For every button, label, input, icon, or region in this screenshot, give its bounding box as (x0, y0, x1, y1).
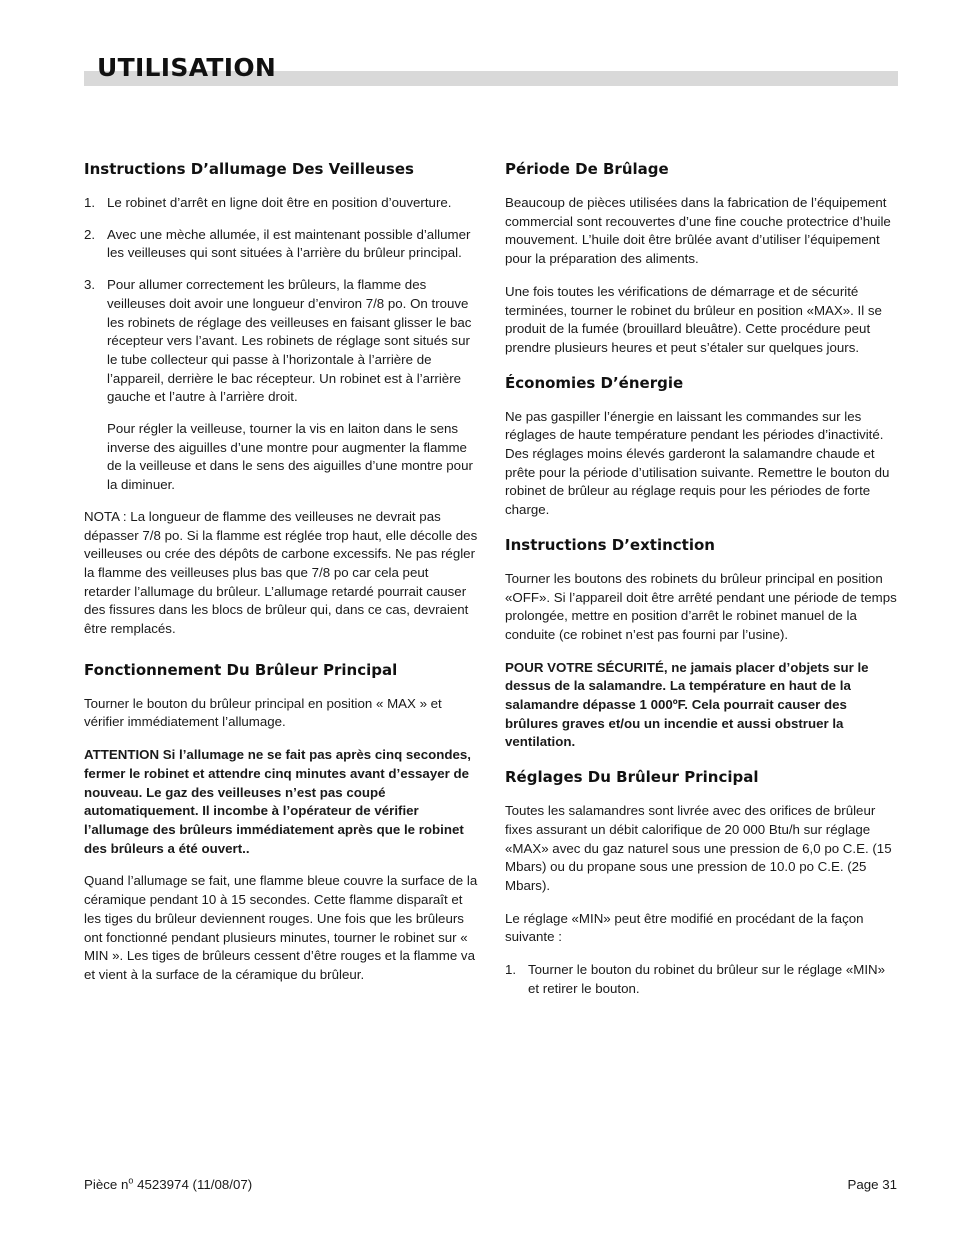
pilot-steps-list (84, 194, 478, 495)
list-text: Pour allumer correctement les brûleurs, la flamme des veilleuses doit avoir une longueur d’environ 7/8 po. On trouve les robinets de réglage des veilleuses en faisant glisser le bac récepteur vers l’avant. Les robinets de réglage sont situés sur le tube collecteur qui passe à l’horizontale à l’arrière de l’appareil, derrière le bac récepteur. Un robinet est à l’arrière gauche et l’autre à l’arrière droit. (107, 277, 472, 405)
page-number: Page 31 (847, 1177, 897, 1192)
burnin-section (505, 158, 899, 358)
list-text: Pour régler la veilleuse, tourner la vis en laiton dans le sens inverse des aiguilles d’une montre pour augmenter la flamme de la veilleuse et dans le sens des aiguilles d’une montre pour la diminuer. (107, 421, 473, 493)
operation-heading: Fonctionnement Du Brûleur Principal (84, 660, 398, 679)
list-item (84, 276, 478, 495)
burnin-heading: Période De Brûlage (505, 160, 669, 178)
paragraph: Le réglage «MIN» peut être modifié en procédant de la façon suivante : (505, 910, 864, 945)
part-prefix: Pièce n (84, 1177, 129, 1192)
list-text: Le robinet d’arrêt en ligne doit être en position d’ouverture. (107, 195, 452, 210)
paragraph: Quand l’allumage se fait, une flamme bleue couvre la surface de la céramique pendant 10 à 15 secondes. Cette flamme disparaît et les tiges du brûleur deviennent rouges. Une fois que les brûleurs ont fonctionné pendant plusieurs minutes, tourner le robinet sur « MIN ». Les tiges de brûleurs cessent d’être rouges et la flamme va et vient à la surface de la céramique du brûleur. (84, 873, 478, 982)
part-rest: 4523974 (11/08/07) (133, 1177, 253, 1192)
list-item (84, 226, 478, 263)
shutdown-section (505, 534, 899, 752)
shutdown-heading: Instructions D’extinction (505, 535, 715, 554)
left-column (84, 158, 478, 999)
right-column (505, 158, 899, 1012)
attention-paragraph: ATTENTION Si l’allumage ne se fait pas après cinq secondes, fermer le robinet et attendre cinq minutes avant d’essayer de nouveau. Le gaz des veilleuses n’est pas coupé automatiquement. Il incombe à l’opérateur de vérifier l’allumage des brûleurs immédiatement après que le robinet des brûleurs a été ouvert.. (84, 747, 471, 856)
part-superscript: o (128, 1175, 134, 1186)
paragraph: Ne pas gaspiller l’énergie en laissant les commandes sur les réglages de haute température pendant les périodes d’inactivité. Des réglages moins élevés garderont la salamandre chaude et prête pour la période d’utilisation suivante. Remettre le bouton du robinet de brûleur au réglage requis pour les périodes de forte charge. (505, 408, 890, 518)
safety-paragraph: POUR VOTRE SÉCURITÉ, ne jamais placer d’objets sur le dessus de la salamandre. La température en haut de la salamandre dépasse 1 000ºF. Cela pourrait causer des brûlures graves et/ou un incendie et aussi obstruer la ventilation. (505, 659, 869, 750)
list-text: Tourner le bouton du robinet du brûleur sur le réglage «MIN» et retirer le bouton. (528, 962, 886, 996)
paragraph: Toutes les salamandres sont livrée avec des orifices de brûleur fixes assurant un débit calorifique de 20 000 Btu/h sur réglage «MAX» avec du gaz naturel sous une pression de 6,0 po C.E. (15 Mbars) ou du propane sous une pression de 10.0 po C.E. (25 Mbars). (505, 803, 892, 893)
paragraph: Tourner le bouton du brûleur principal en position « MAX » et vérifier immédiatement l’allumage. (84, 695, 442, 730)
list-item (84, 194, 478, 213)
paragraph: Tourner les boutons des robinets du brûleur principal en position «OFF». Si l’appareil doit être arrêté pendant une période de temps prolongée, mettre en position d’arrêt le robinet manuel de la conduite (ce robinet n’est pas fourni par l’usine). (505, 570, 897, 642)
adjust-steps-list (505, 961, 899, 998)
adjust-heading: Réglages Du Brûleur Principal (505, 768, 759, 787)
list-item (505, 961, 899, 998)
energy-section (505, 372, 899, 520)
part-number (84, 1177, 252, 1192)
list-number: 3. (84, 277, 96, 293)
energy-heading: Économies D’énergie (505, 373, 684, 392)
list-number: 1. (505, 962, 517, 978)
nota-paragraph: NOTA : La longueur de flamme des veilleuses ne devrait pas dépasser 7/8 po. Si la flamme est réglée trop haut, elle décolle des veilleuses ou crée des dépôts de carbone excessifs. Ne pas régler la flamme des veilleuses plus bas que 7/8 po car cela peut retarder l’allumage du brûleur. L’allumage retardé pourrait causer des fissures dans les blocs de brûleur qui, dans ce cas, devraient être remplacés. (84, 508, 478, 637)
list-text: Avec une mèche allumée, il est maintenant possible d’allumer les veilleuses qui sont situées à l’arrière du brûleur principal. (107, 226, 471, 261)
adjust-section (505, 766, 899, 998)
paragraph: Une fois toutes les vérifications de démarrage et de sécurité terminées, tourner le robinet du brûleur en position «MAX». Il se produit de la fumée (brouillard bleuâtre). Cette procédure peut prendre plusieurs heures et peut s’étaler sur quelques jours. (505, 283, 882, 355)
pilot-heading: Instructions D’allumage Des Veilleuses (84, 160, 414, 178)
page-title: UTILISATION (97, 53, 277, 82)
pilot-section (84, 158, 478, 639)
list-number: 2. (84, 226, 96, 242)
operation-section (84, 659, 478, 985)
list-number: 1. (84, 195, 96, 210)
paragraph: Beaucoup de pièces utilisées dans la fabrication de l’équipement commercial sont recouvertes d’une fine couche protectrice d’huile mouvement. L’huile doit être brûlée avant d’utiliser l’équipement pour la préparation des aliments. (505, 195, 891, 267)
